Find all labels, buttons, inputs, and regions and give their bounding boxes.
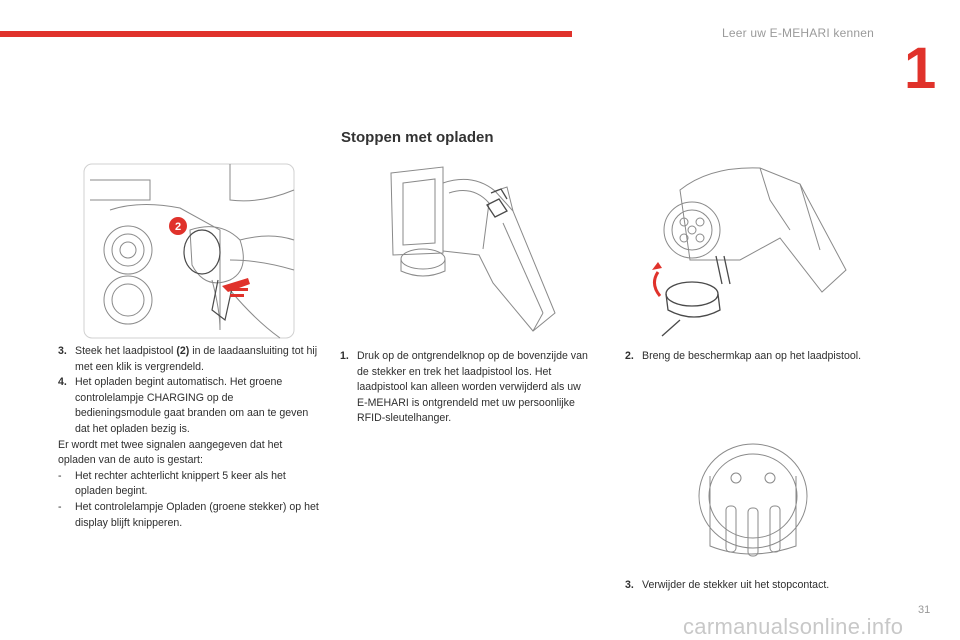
bullet-mark: - [58, 469, 62, 482]
step-1-release [340, 349, 592, 427]
illustration-release-button [383, 163, 563, 335]
step-number: 2. [625, 350, 634, 362]
step-text: Steek het laadpistool [75, 345, 177, 357]
illustration-socket [690, 436, 816, 564]
step-number: 1. [340, 350, 349, 362]
header-title: Leer uw E-MEHARI kennen [722, 26, 874, 40]
illustration-protective-cap [650, 160, 850, 344]
step-text: Verwijder de stekker uit het stopcontact. [642, 579, 830, 591]
step-text: Het opladen begint automatisch. Het groene controlelampje CHARGING op de bedieningsmodule gaat branden om aan te geven dat het opladen bezig is. [75, 376, 309, 435]
step-2-cap [625, 349, 875, 365]
step-text: in de laadaansluiting tot hij met een klik is vergrendeld. [75, 345, 318, 373]
bullet-text: Het rechter achterlicht knippert 5 keer als het opladen begint. [75, 469, 286, 498]
step-number: 3. [625, 579, 634, 591]
bullet-item [58, 469, 322, 500]
middle-column-text [340, 349, 592, 427]
bullet-mark: - [58, 500, 62, 513]
right-column-step-3 [625, 578, 905, 594]
step-3-unplug [625, 578, 905, 594]
step-text: Druk op de ontgrendelknop op de bovenzijde van de stekker en trek het laadpistool los. Het laadpistool kan alleen worden verwijderd als uw E-MEHARI is ontgrendeld met uw persoonlijke RFID-sleutelhanger. [357, 350, 588, 425]
chapter-number: 1 [904, 36, 937, 101]
signals-paragraph: Er wordt met twee signalen aangegeven dat het opladen van de auto is gestart: [58, 438, 283, 467]
right-column-step-2 [625, 349, 875, 365]
step-number: 4. [58, 376, 67, 389]
step-3-insert [58, 344, 322, 375]
step-text: Breng de beschermkap aan op het laadpistool. [642, 350, 862, 362]
bullet-text: Het controlelampje Opladen (groene stekker) op het display blijft knipperen. [75, 500, 319, 529]
left-column-text [58, 344, 322, 531]
page-number: 31 [918, 604, 931, 616]
header-accent-bar [0, 31, 572, 37]
step-4-charging [58, 375, 322, 437]
watermark: carmanualsonline.info [683, 614, 904, 639]
step-ref: (2) [176, 345, 190, 357]
section-title: Stoppen met opladen [341, 129, 494, 146]
callout-2-label: 2 [174, 221, 182, 233]
bullet-item [58, 500, 322, 531]
illustration-plug-in [80, 160, 298, 342]
step-number: 3. [58, 345, 67, 357]
